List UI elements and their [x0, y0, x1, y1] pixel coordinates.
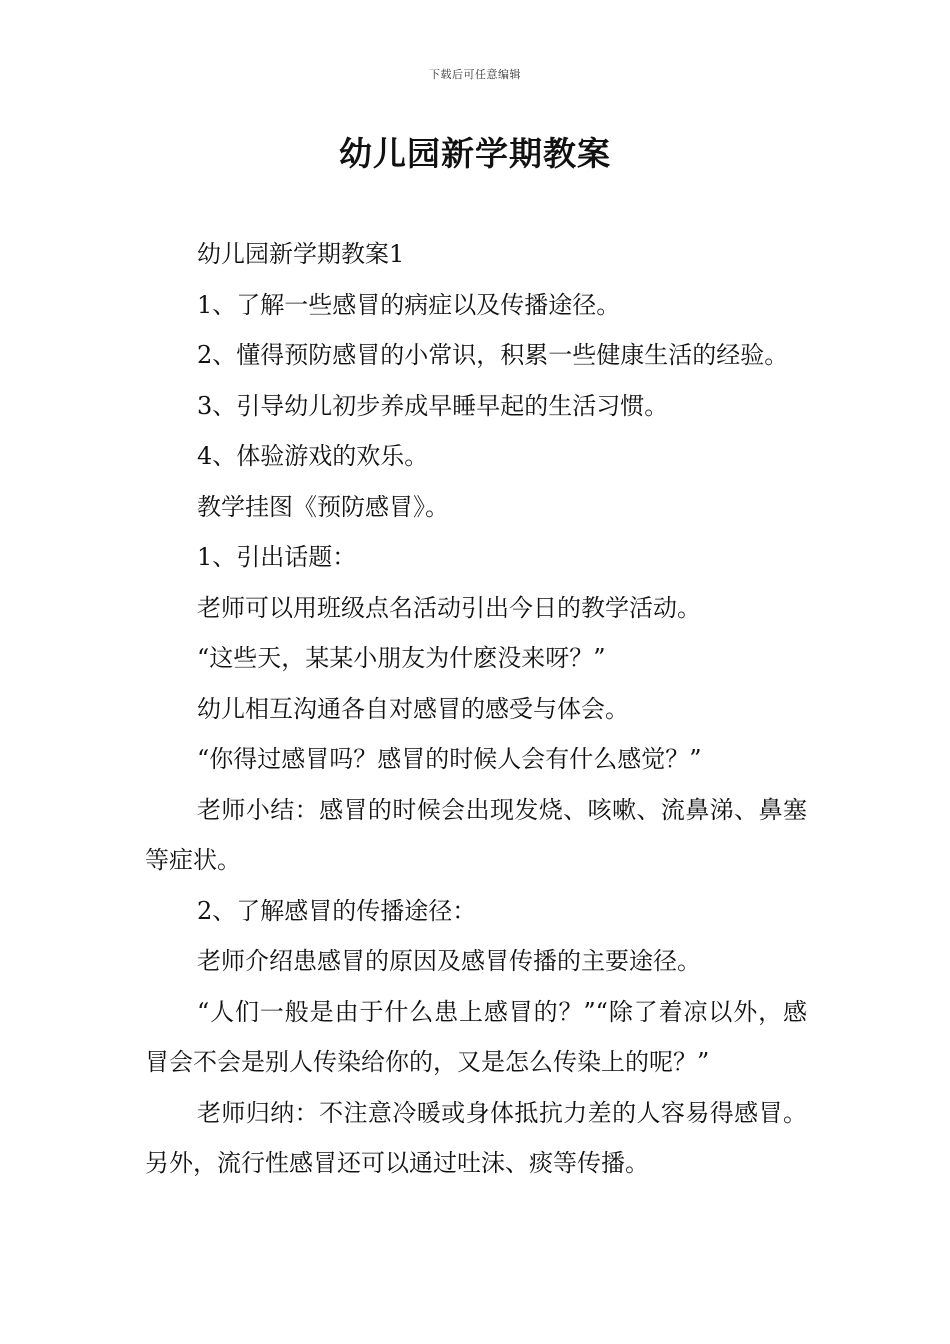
paragraph-materials: 教学挂图《预防感冒》。	[197, 492, 449, 521]
header-note: 下载后可任意编辑	[429, 68, 521, 81]
document-body	[145, 229, 807, 1189]
document-title: 幼儿园新学期教案	[339, 134, 611, 173]
paragraph-quote-2: “你得过感冒吗？感冒的时候人会有什么感觉？”	[197, 745, 702, 773]
paragraph-teacher-summary: 老师小结：感冒的时候会出现发烧、咳嗽、流鼻涕、鼻塞等症状。	[145, 795, 807, 874]
paragraph-step-1-heading: 1、引出话题：	[197, 543, 357, 571]
paragraph-teacher-conclusion: 老师归纳：不注意冷暖或身体抵抗力差的人容易得感冒。另外，流行性感冒还可以通过吐沫、痰等传播。	[145, 1098, 807, 1177]
paragraph-goal-4: 4、体验游戏的欢乐。	[197, 442, 429, 470]
paragraph-goal-2: 2、懂得预防感冒的小常识，积累一些健康生活的经验。	[197, 341, 789, 369]
paragraph-section-heading: 幼儿园新学期教案1	[197, 240, 405, 268]
paragraph-goal-3: 3、引导幼儿初步养成早睡早起的生活习惯。	[197, 391, 669, 420]
paragraph-quote-1: “这些天，某某小朋友为什麽没来呀？”	[197, 644, 606, 672]
paragraph-step-1-text: 老师可以用班级点名活动引出今日的教学活动。	[197, 593, 701, 622]
paragraph-step-2-heading: 2、了解感冒的传播途径：	[197, 896, 477, 925]
paragraph-quote-3: “人们一般是由于什么患上感冒的？”“除了着凉以外，感冒会不会是别人传染给你的，又是怎么传染上的呢？”	[145, 997, 807, 1076]
paragraph-step-1-discussion: 幼儿相互沟通各自对感冒的感受与体会。	[197, 694, 629, 723]
paragraph-goal-1: 1、了解一些感冒的病症以及传播途径。	[197, 290, 621, 319]
paragraph-step-2-text: 老师介绍患感冒的原因及感冒传播的主要途径。	[197, 947, 701, 975]
